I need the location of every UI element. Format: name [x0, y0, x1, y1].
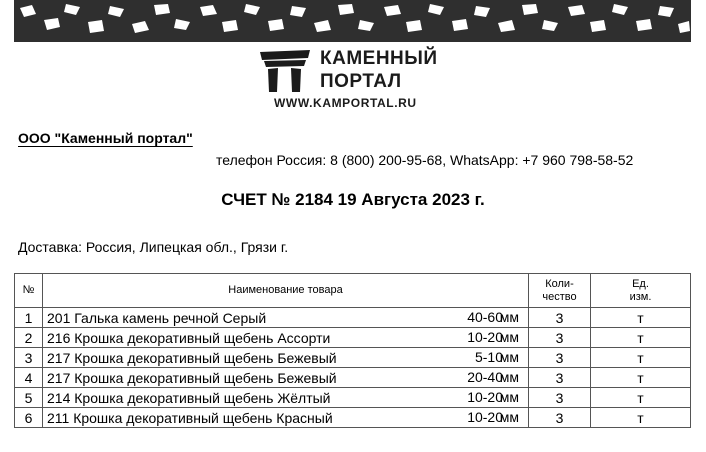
company-phone: телефон Россия: 8 (800) 200-95-68, WhatsApp: +7 960 798-58-52 — [216, 152, 634, 168]
items-table — [14, 273, 691, 428]
product-cell — [43, 348, 529, 368]
stone-pattern-band — [14, 0, 691, 42]
product-name: 201 Галька камень речной Серый — [47, 309, 267, 326]
unit: т — [591, 328, 691, 348]
quantity: 3 — [529, 388, 591, 408]
quantity: 3 — [529, 308, 591, 328]
row-number: 3 — [15, 348, 43, 368]
table-row — [15, 348, 691, 368]
row-number: 6 — [15, 408, 43, 428]
product-size-unit: мм — [499, 369, 519, 385]
quantity: 3 — [529, 328, 591, 348]
product-name: 217 Крошка декоративный щебень Бежевый — [47, 349, 337, 366]
product-size-unit: мм — [499, 409, 519, 425]
row-number: 5 — [15, 388, 43, 408]
delivery-address: Доставка: Россия, Липецкая обл., Грязи г. — [18, 239, 289, 255]
unit: т — [591, 348, 691, 368]
table-row — [15, 388, 691, 408]
product-cell — [43, 308, 529, 328]
quantity: 3 — [529, 348, 591, 368]
product-size-unit: мм — [499, 349, 519, 365]
product-name: 214 Крошка декоративный щебень Жёлтый — [47, 389, 331, 406]
row-number: 2 — [15, 328, 43, 348]
product-size: 5-10 — [474, 349, 503, 365]
product-size-unit: мм — [499, 329, 519, 345]
product-size: 10-20 — [467, 389, 503, 405]
product-name: 211 Крошка декоративный щебень Красный — [47, 409, 333, 426]
product-cell — [43, 388, 529, 408]
header-quantity-line1: Коли- — [545, 277, 574, 290]
table-header-row — [15, 274, 691, 308]
invoice-title: СЧЕТ № 2184 19 Августа 2023 г. — [221, 190, 485, 209]
stone-portal-logo-icon — [258, 48, 312, 94]
header-unit-line1: Ед. — [632, 277, 649, 290]
logo-website-url: WWW.KAMPORTAL.RU — [274, 96, 417, 110]
product-size: 20-40 — [467, 369, 503, 385]
logo-text-line1: КАМЕННЫЙ — [320, 48, 438, 69]
product-size: 10-20 — [467, 409, 503, 425]
unit: т — [591, 388, 691, 408]
quantity: 3 — [529, 368, 591, 388]
header-number: № — [15, 274, 43, 308]
unit: т — [591, 308, 691, 328]
header-product-name-label: Наименование товара — [228, 284, 343, 296]
header-quantity-line2: чество — [542, 290, 577, 303]
product-size: 40-60 — [467, 309, 503, 325]
logo-text-line2: ПОРТАЛ — [320, 71, 402, 92]
unit: т — [591, 368, 691, 388]
header-unit-line2: изм. — [629, 290, 652, 303]
header-quantity — [529, 274, 591, 308]
product-cell — [43, 328, 529, 348]
product-cell — [43, 408, 529, 428]
company-name: ООО "Каменный портал" — [18, 130, 193, 146]
company-logo — [258, 44, 458, 116]
row-number: 1 — [15, 308, 43, 328]
header-product-name — [43, 274, 529, 308]
header-unit — [591, 274, 691, 308]
product-size: 10-20 — [467, 329, 503, 345]
table-row — [15, 328, 691, 348]
product-size-unit: мм — [499, 309, 519, 325]
table-row — [15, 308, 691, 328]
row-number: 4 — [15, 368, 43, 388]
quantity: 3 — [529, 408, 591, 428]
product-name: 217 Крошка декоративный щебень Бежевый — [47, 369, 337, 386]
table-row — [15, 368, 691, 388]
product-cell — [43, 368, 529, 388]
unit: т — [591, 408, 691, 428]
product-name: 216 Крошка декоративный щебень Ассорти — [47, 329, 331, 346]
table-row — [15, 408, 691, 428]
product-size-unit: мм — [499, 389, 519, 405]
